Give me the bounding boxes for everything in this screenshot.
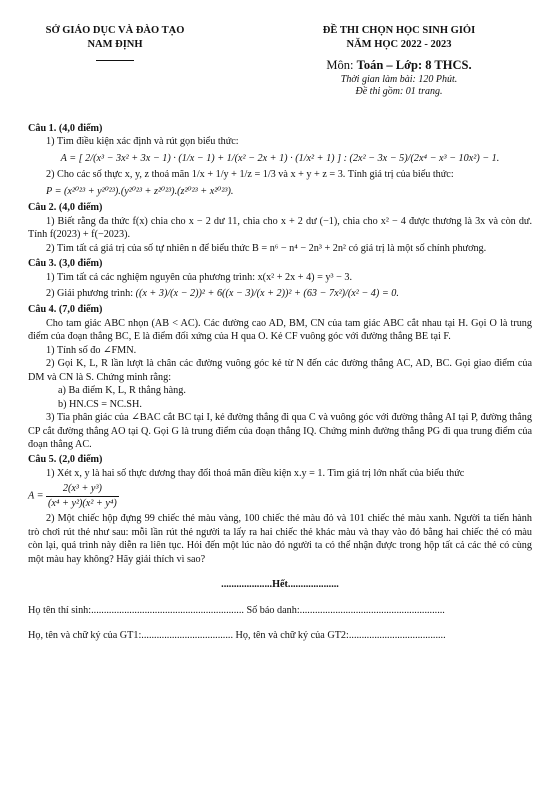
question-4-part-3: 3) Tia phân giác của ∠BAC cắt BC tại I, kẻ đường thẳng đi qua C và vuông góc với đường thẳng AI tại P, đường thẳng CP cắt đường thẳng AO tại Q. Gọi G là trung điểm của đoạn thẳng IQ. Chứng minh đường thẳng PG đi qua trung điểm của đoạn thẳng AC. bbox=[28, 412, 532, 450]
school-year: NĂM HỌC 2022 - 2023 bbox=[346, 39, 452, 51]
subject-line: Môn: Toán – Lớp: 8 THCS. bbox=[326, 58, 472, 73]
question-2-part-1: 1) Biết rằng đa thức f(x) chia cho x − 2 dư 11, chia cho x + 2 dư (−1), chia cho x² − 4 được thương là 3x và còn dư. Tính f(2023) + f(−2023). bbox=[28, 215, 532, 241]
candidate-info-line: Họ tên thí sinh:............................................................ Số báo danh:......................................................... bbox=[28, 604, 445, 616]
question-5-title: Câu 5. (2,0 điểm) bbox=[28, 454, 103, 466]
question-3-part-2 bbox=[28, 287, 532, 300]
question-5-part-2: 2) Một chiếc hộp đựng 99 chiếc thẻ màu vàng, 100 chiếc thẻ màu đỏ và 101 chiếc thẻ màu xanh. Người ta tiến hành trò chơi rút thẻ như sau: mỗi lần rút thẻ người ta lấy ra hai chiếc thẻ khác màu và thay vào đó bằng hai chiếc thẻ có màu còn lại, quá trình này diễn ra liên tục. Hỏi đến một lúc nào đó người ta có thể nhận được trong hộp tất cả các thẻ có cùng một màu hay không? Hãy giải thích vì sao? bbox=[28, 513, 532, 565]
question-4-part-2b: b) HN.CS = NC.SH. bbox=[58, 398, 142, 410]
question-4-part-1: 1) Tính số đo ∠FMN. bbox=[46, 344, 137, 356]
fraction-denominator: (x⁴ + y²)(x² + y⁴) bbox=[48, 497, 117, 509]
question-5-expression-prefix: A = bbox=[28, 490, 44, 502]
end-marker: ....................Hết.................... bbox=[221, 579, 339, 591]
header-left bbox=[30, 24, 200, 61]
question-3-title: Câu 3. (3,0 điểm) bbox=[28, 258, 103, 270]
exam-duration: Thời gian làm bài: 120 Phút. bbox=[340, 74, 458, 86]
exam-page-count: Đề thi gồm: 01 trang. bbox=[355, 86, 443, 98]
question-4-part-2: 2) Gọi K, L, R lần lượt là chân các đường vuông góc kẻ từ N đến các đường thẳng AC, AD, BC. Gọi giao điểm của DM và CN là S. Chứng minh rằng: bbox=[28, 358, 532, 383]
invigilator-info-line: Họ, tên và chữ ký của GT1:.................................... Họ, tên và chữ ký của GT2:...................................... bbox=[28, 629, 446, 641]
fraction-numerator: 2(x³ + y³) bbox=[46, 482, 119, 496]
question-3-equation: ((x + 3)/(x − 2))² + 6((x − 3)/(x + 2))² + (63 − 7x²)/(x² − 4) = 0. bbox=[135, 287, 399, 299]
question-3-part-2-label: 2) Giải phương trình: bbox=[46, 287, 134, 299]
question-1-expression-p: P = (x²⁰²³ + y²⁰²³).(y²⁰²³ + z²⁰²³).(z²⁰²³ + x²⁰²³). bbox=[46, 185, 234, 197]
question-1-part-1: 1) Tìm điều kiện xác định và rút gọn biểu thức: bbox=[46, 136, 239, 148]
question-5-fraction bbox=[46, 482, 119, 510]
question-4-intro: Cho tam giác ABC nhọn (AB < AC). Các đường cao AD, BM, CN của tam giác ABC cắt nhau tại H. Gọi O là trung điểm của đoạn thẳng BC, E là điểm đối xứng của H qua O. Kẻ CF vuông góc với đường thẳng BE tại F. bbox=[28, 317, 532, 343]
question-5-part-1: 1) Xét x, y là hai số thực dương thay đổi thoả mãn điều kiện x.y = 1. Tìm giá trị lớn nhất của biểu thức bbox=[46, 467, 465, 479]
question-2-part-2: 2) Tìm tất cả giá trị của số tự nhiên n để biểu thức B = n⁶ − n⁴ − 2n³ + 2n² có giá trị là một số chính phương. bbox=[46, 242, 487, 254]
question-3-part-1: 1) Tìm tất cả các nghiệm nguyên của phương trình: x(x² + 2x + 4) = y³ − 3. bbox=[46, 271, 353, 283]
question-1-expression-a: A = [ 2/(x³ − 3x² + 3x − 1) · (1/x − 1) + 1/(x² − 2x + 1) · (1/x² + 1) ] : (2x² − 3x − 5)/(2x⁴ − x³ − 10x²) − 1. bbox=[60, 152, 500, 164]
department-name: SỞ GIÁO DỤC VÀ ĐÀO TẠO bbox=[45, 25, 185, 36]
question-5-expression bbox=[28, 482, 532, 510]
exam-body bbox=[28, 120, 532, 642]
header-rule bbox=[96, 60, 134, 61]
question-4-title: Câu 4. (7,0 điểm) bbox=[28, 304, 103, 316]
exam-title: ĐỀ THI CHỌN HỌC SINH GIỎI bbox=[322, 25, 476, 36]
question-1-title: Câu 1. (4,0 điểm) bbox=[28, 123, 103, 134]
header-right bbox=[268, 24, 530, 98]
signature-block bbox=[28, 604, 532, 643]
question-2-title: Câu 2. (4,0 điểm) bbox=[28, 202, 103, 214]
question-1-part-2: 2) Cho các số thực x, y, z thoả mãn 1/x + 1/y + 1/z = 1/3 và x + y + z = 3. Tính giá trị của biểu thức: bbox=[46, 169, 454, 181]
question-4-part-2a: a) Ba điểm K, L, R thẳng hàng. bbox=[58, 385, 186, 397]
province-name: NAM ĐỊNH bbox=[87, 39, 143, 51]
